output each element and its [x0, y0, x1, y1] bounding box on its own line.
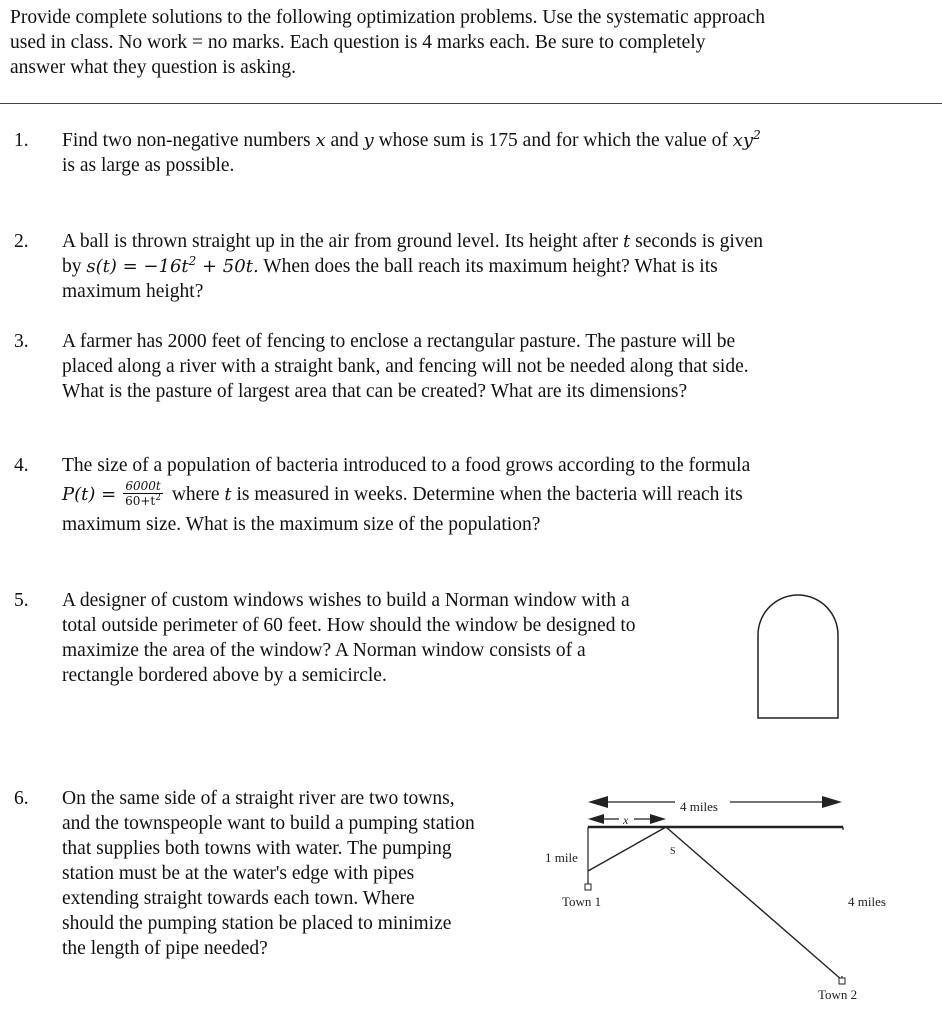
q2-formula — [86, 256, 258, 277]
q1-text-b: whose sum is 175 and for which the value of — [378, 130, 728, 151]
q2-formula-a: s(t) = −16t — [86, 256, 189, 277]
q4-text-line-1: The size of a population of bacteria introduced to a food grows according to the formula — [62, 455, 751, 476]
q6-text-line-4: station must be at the water's edge with pipes — [62, 863, 415, 884]
q2-var-t: t — [623, 231, 631, 252]
pipe-to-town-1 — [588, 827, 666, 871]
q4-frac-numerator: 6000t — [123, 479, 163, 494]
question-4-number: 4. — [14, 455, 29, 476]
q4-fraction — [123, 479, 163, 508]
one-mile-label: 1 mile — [545, 850, 578, 865]
norman-window-outline — [758, 595, 838, 718]
q4-frac-den-exp: 2 — [155, 493, 161, 504]
q6-text-line-1: On the same side of a straight river are two towns, — [62, 788, 455, 809]
instructions-line-1: Provide complete solutions to the following optimization problems. Use the systematic approach — [10, 7, 765, 28]
q4-where: where — [171, 484, 220, 505]
town-2-marker — [839, 978, 845, 984]
q5-text-line-2: total outside perimeter of 60 feet. How should the window be designed to — [62, 615, 636, 636]
q4-frac-den-base: 60+t — [125, 494, 156, 509]
q2-text-line-3: maximum height? — [62, 281, 204, 302]
top-dimension-label: 4 miles — [680, 799, 718, 814]
q6-text-line-5: extending straight towards each town. Where — [62, 888, 415, 909]
right-dimension-label: 4 miles — [848, 894, 886, 909]
q6-text-line-7: the length of pipe needed? — [62, 938, 268, 959]
question-5 — [62, 588, 742, 688]
q6-text-line-2: and the townspeople want to build a pumping station — [62, 813, 475, 834]
question-3-number: 3. — [14, 331, 29, 352]
town-2-label: Town 2 — [818, 987, 858, 1002]
top-arrowhead-right — [822, 796, 842, 808]
q3-text-line-2: placed along a river with a straight bank, and fencing will not be needed along that side. — [62, 356, 749, 377]
town-1-marker — [585, 884, 591, 890]
q3-text-line-3: What is the pasture of largest area that can be created? What are its dimensions? — [62, 381, 688, 402]
q2-by: by — [62, 256, 82, 277]
q2-formula-b: + 50t. — [196, 256, 259, 277]
river-towns-diagram — [530, 780, 930, 1020]
q1-var-x: x — [315, 130, 326, 151]
question-4 — [62, 453, 922, 537]
q1-and: and — [330, 130, 359, 151]
q5-text-line-4: rectangle bordered above by a semicircle. — [62, 665, 387, 686]
q3-text-line-1: A farmer has 2000 feet of fencing to enclose a rectangular pasture. The pasture will be — [62, 331, 736, 352]
q4-formula-lhs: P(t) = — [62, 484, 117, 505]
question-6-number: 6. — [14, 788, 29, 809]
x-arrowhead-right — [650, 814, 666, 824]
pipe-to-town-2 — [666, 827, 842, 980]
instructions-line-3: answer what they question is asking. — [10, 57, 296, 78]
question-5-number: 5. — [14, 590, 29, 611]
question-2-number: 2. — [14, 231, 29, 252]
q4-frac-denominator — [123, 494, 163, 508]
q2-formula-exp: 2 — [188, 254, 197, 268]
q4-text-c: is measured in weeks. Determine when the bacteria will reach its — [236, 484, 743, 505]
q4-var-t: t — [224, 484, 232, 505]
instructions — [10, 5, 890, 80]
q5-text-line-1: A designer of custom windows wishes to build a Norman window with a — [62, 590, 630, 611]
q6-text-line-3: that supplies both towns with water. The pumping — [62, 838, 452, 859]
question-2 — [62, 229, 922, 304]
q1-expr-exp: 2 — [753, 128, 761, 142]
q1-text-line-2: is as large as possible. — [62, 155, 235, 176]
x-label: x — [623, 813, 629, 827]
q1-text-a: Find two non-negative numbers — [62, 130, 311, 151]
q2-text-b: seconds is given — [635, 231, 763, 252]
q5-text-line-3: maximize the area of the window? A Norman window consists of a — [62, 640, 586, 661]
q4-text-line-3: maximum size. What is the maximum size of the population? — [62, 514, 541, 535]
q2-text-c: When does the ball reach its maximum height? What is its — [263, 256, 718, 277]
station-label: S — [670, 846, 676, 857]
q1-var-y: y — [363, 130, 374, 151]
x-arrowhead-left — [588, 814, 604, 824]
question-1-number: 1. — [14, 130, 29, 151]
instructions-line-2: used in class. No work = no marks. Each question is 4 marks each. Be sure to completely — [10, 32, 706, 53]
q1-expr-base: xy — [732, 130, 754, 151]
divider — [0, 103, 942, 104]
norman-window-figure — [750, 585, 850, 725]
q1-expr — [733, 130, 761, 151]
town-1-label: Town 1 — [562, 894, 602, 909]
question-3 — [62, 329, 922, 404]
top-arrowhead-left — [588, 796, 608, 808]
q6-text-line-6: should the pumping station be placed to minimize — [62, 913, 452, 934]
q2-text-a: A ball is thrown straight up in the air from ground level. Its height after — [62, 231, 619, 252]
question-1 — [62, 128, 922, 178]
question-6 — [62, 786, 532, 961]
